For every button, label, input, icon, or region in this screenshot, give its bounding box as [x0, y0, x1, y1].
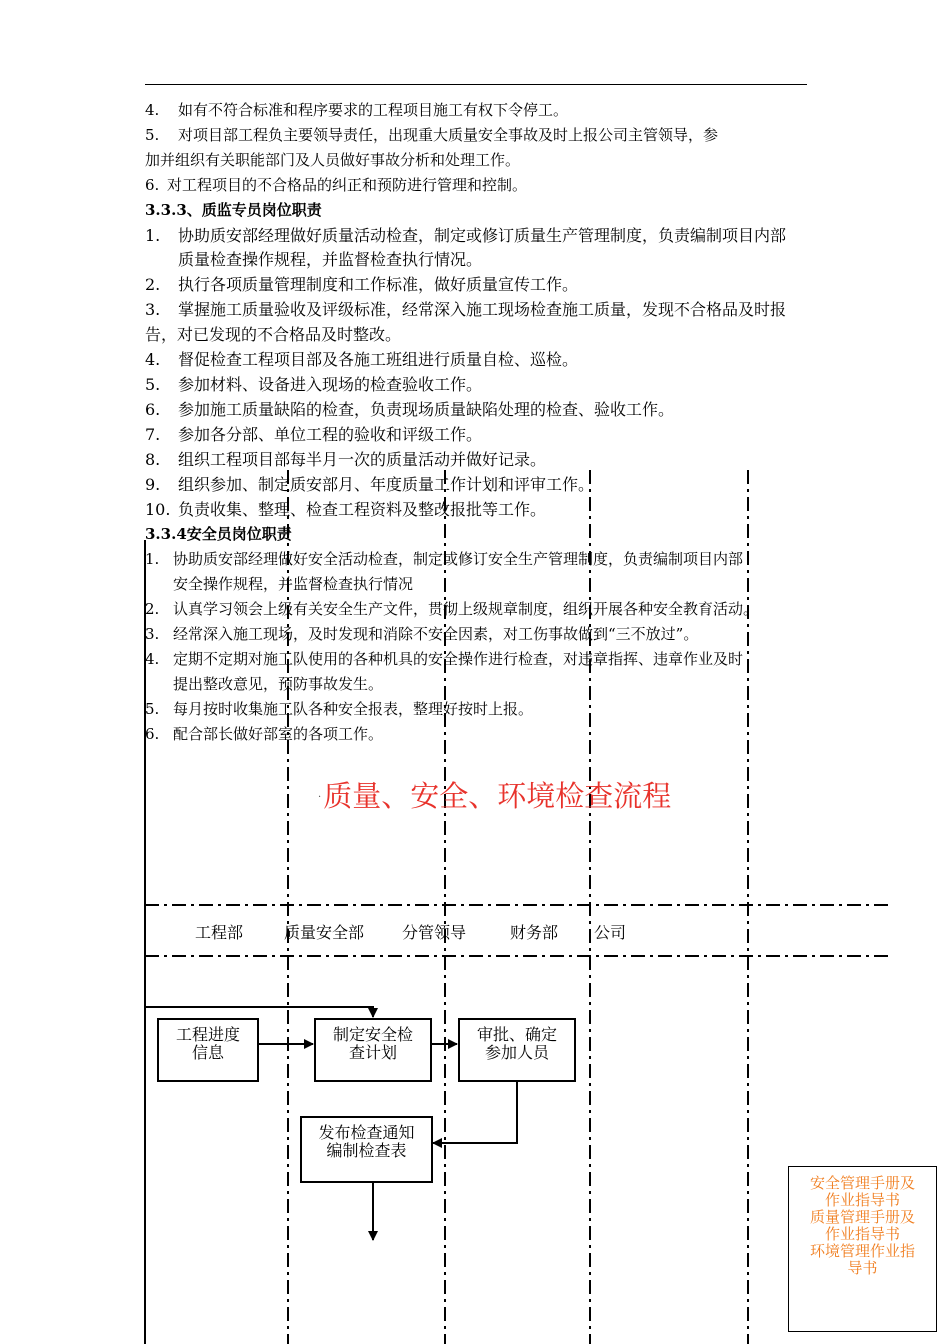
list-item: 7. 参加各分部、单位工程的验收和评级工作。: [145, 425, 483, 444]
list-item: 6. 配合部长做好部室的各项工作。: [145, 725, 384, 743]
list-item: 5. 对项目部工程负主要领导责任，出现重大质量安全事故及时上报公司主管领导，参: [145, 126, 719, 144]
list-item: 5. 参加材料、设备进入现场的检查验收工作。: [145, 375, 483, 394]
box-approve: 审批、确定 参加人员: [458, 1018, 576, 1082]
list-item: 提出整改意见，预防事故发生。: [173, 675, 384, 693]
column-label-finance: 财务部: [510, 923, 559, 942]
list-item: 2. 认真学习领会上级有关安全生产文件，贯彻上级规章制度，组织开展各种安全教育活动。: [145, 600, 759, 618]
list-item: 2. 执行各项质量管理制度和工作标准，做好质量宣传工作。: [145, 275, 579, 294]
flowchart-title: ·质量、安全、环境检查流程: [318, 779, 672, 813]
list-item: 8. 组织工程项目部每半月一次的质量活动并做好记录。: [145, 450, 547, 469]
list-item: 10. 负责收集、整理、检查工程资料及整改报批等工作。: [145, 500, 547, 519]
box-progress-info: 工程进度 信息: [157, 1018, 259, 1082]
box-publish-notice: 发布检查通知 编制检查表: [300, 1116, 433, 1183]
list-item: 加并组织有关职能部门及人员做好事故分析和处理工作。: [145, 151, 521, 169]
list-item: 4. 督促检查工程项目部及各施工班组进行质量自检、巡检。: [145, 350, 579, 369]
bullet-icon: ·: [318, 792, 322, 803]
list-item: 1. 协助质安部经理做好安全活动检查，制定或修订安全生产管理制度，负责编制项目内部: [145, 550, 744, 568]
list-item: 6. 参加施工质量缺陷的检查，负责现场质量缺陷处理的检查、验收工作。: [145, 400, 675, 419]
list-item: 1. 协助质安部经理做好质量活动检查，制定或修订质量生产管理制度，负责编制项目内部: [145, 226, 787, 245]
list-item: 3. 经常深入施工现场，及时发现和消除不安全因素，对工伤事故做到“三不放过”。: [145, 625, 699, 643]
box-safety-plan: 制定安全检 查计划: [314, 1018, 432, 1082]
list-item: 4. 定期不定期对施工队使用的各种机具的安全操作进行检查，对违章指挥、违章作业及时: [145, 650, 744, 668]
column-label-company: 公司: [594, 923, 627, 942]
column-label-leader: 分管领导: [402, 923, 467, 942]
list-item: 3. 掌握施工质量验收及评级标准，经常深入施工现场检查施工质量，发现不合格品及时报: [145, 300, 787, 319]
list-item: 9. 组织参加、制定质安部月、年度质量工作计划和评审工作。: [145, 475, 595, 494]
list-item: 质量检查操作规程，并监督检查执行情况。: [178, 250, 483, 269]
section-heading: 3.3.4安全员岗位职责: [145, 525, 292, 543]
reference-documents-box: 安全管理手册及 作业指导书 质量管理手册及 作业指导书 环境管理作业指 导书: [788, 1166, 937, 1332]
list-item: 5. 每月按时收集施工队各种安全报表，整理好按时上报。: [145, 700, 534, 718]
list-item: 4. 如有不符合标准和程序要求的工程项目施工有权下令停工。: [145, 101, 569, 119]
list-item: 安全操作规程，并监督检查执行情况: [173, 575, 414, 593]
column-label-engineering: 工程部: [195, 923, 244, 942]
list-item: 6. 对工程项目的不合格品的纠正和预防进行管理和控制。: [145, 176, 528, 194]
column-label-quality-safety: 质量安全部: [284, 923, 365, 942]
section-heading: 3.3.3、质监专员岗位职责: [145, 201, 322, 219]
list-item: 告，对已发现的不合格品及时整改。: [145, 325, 402, 344]
